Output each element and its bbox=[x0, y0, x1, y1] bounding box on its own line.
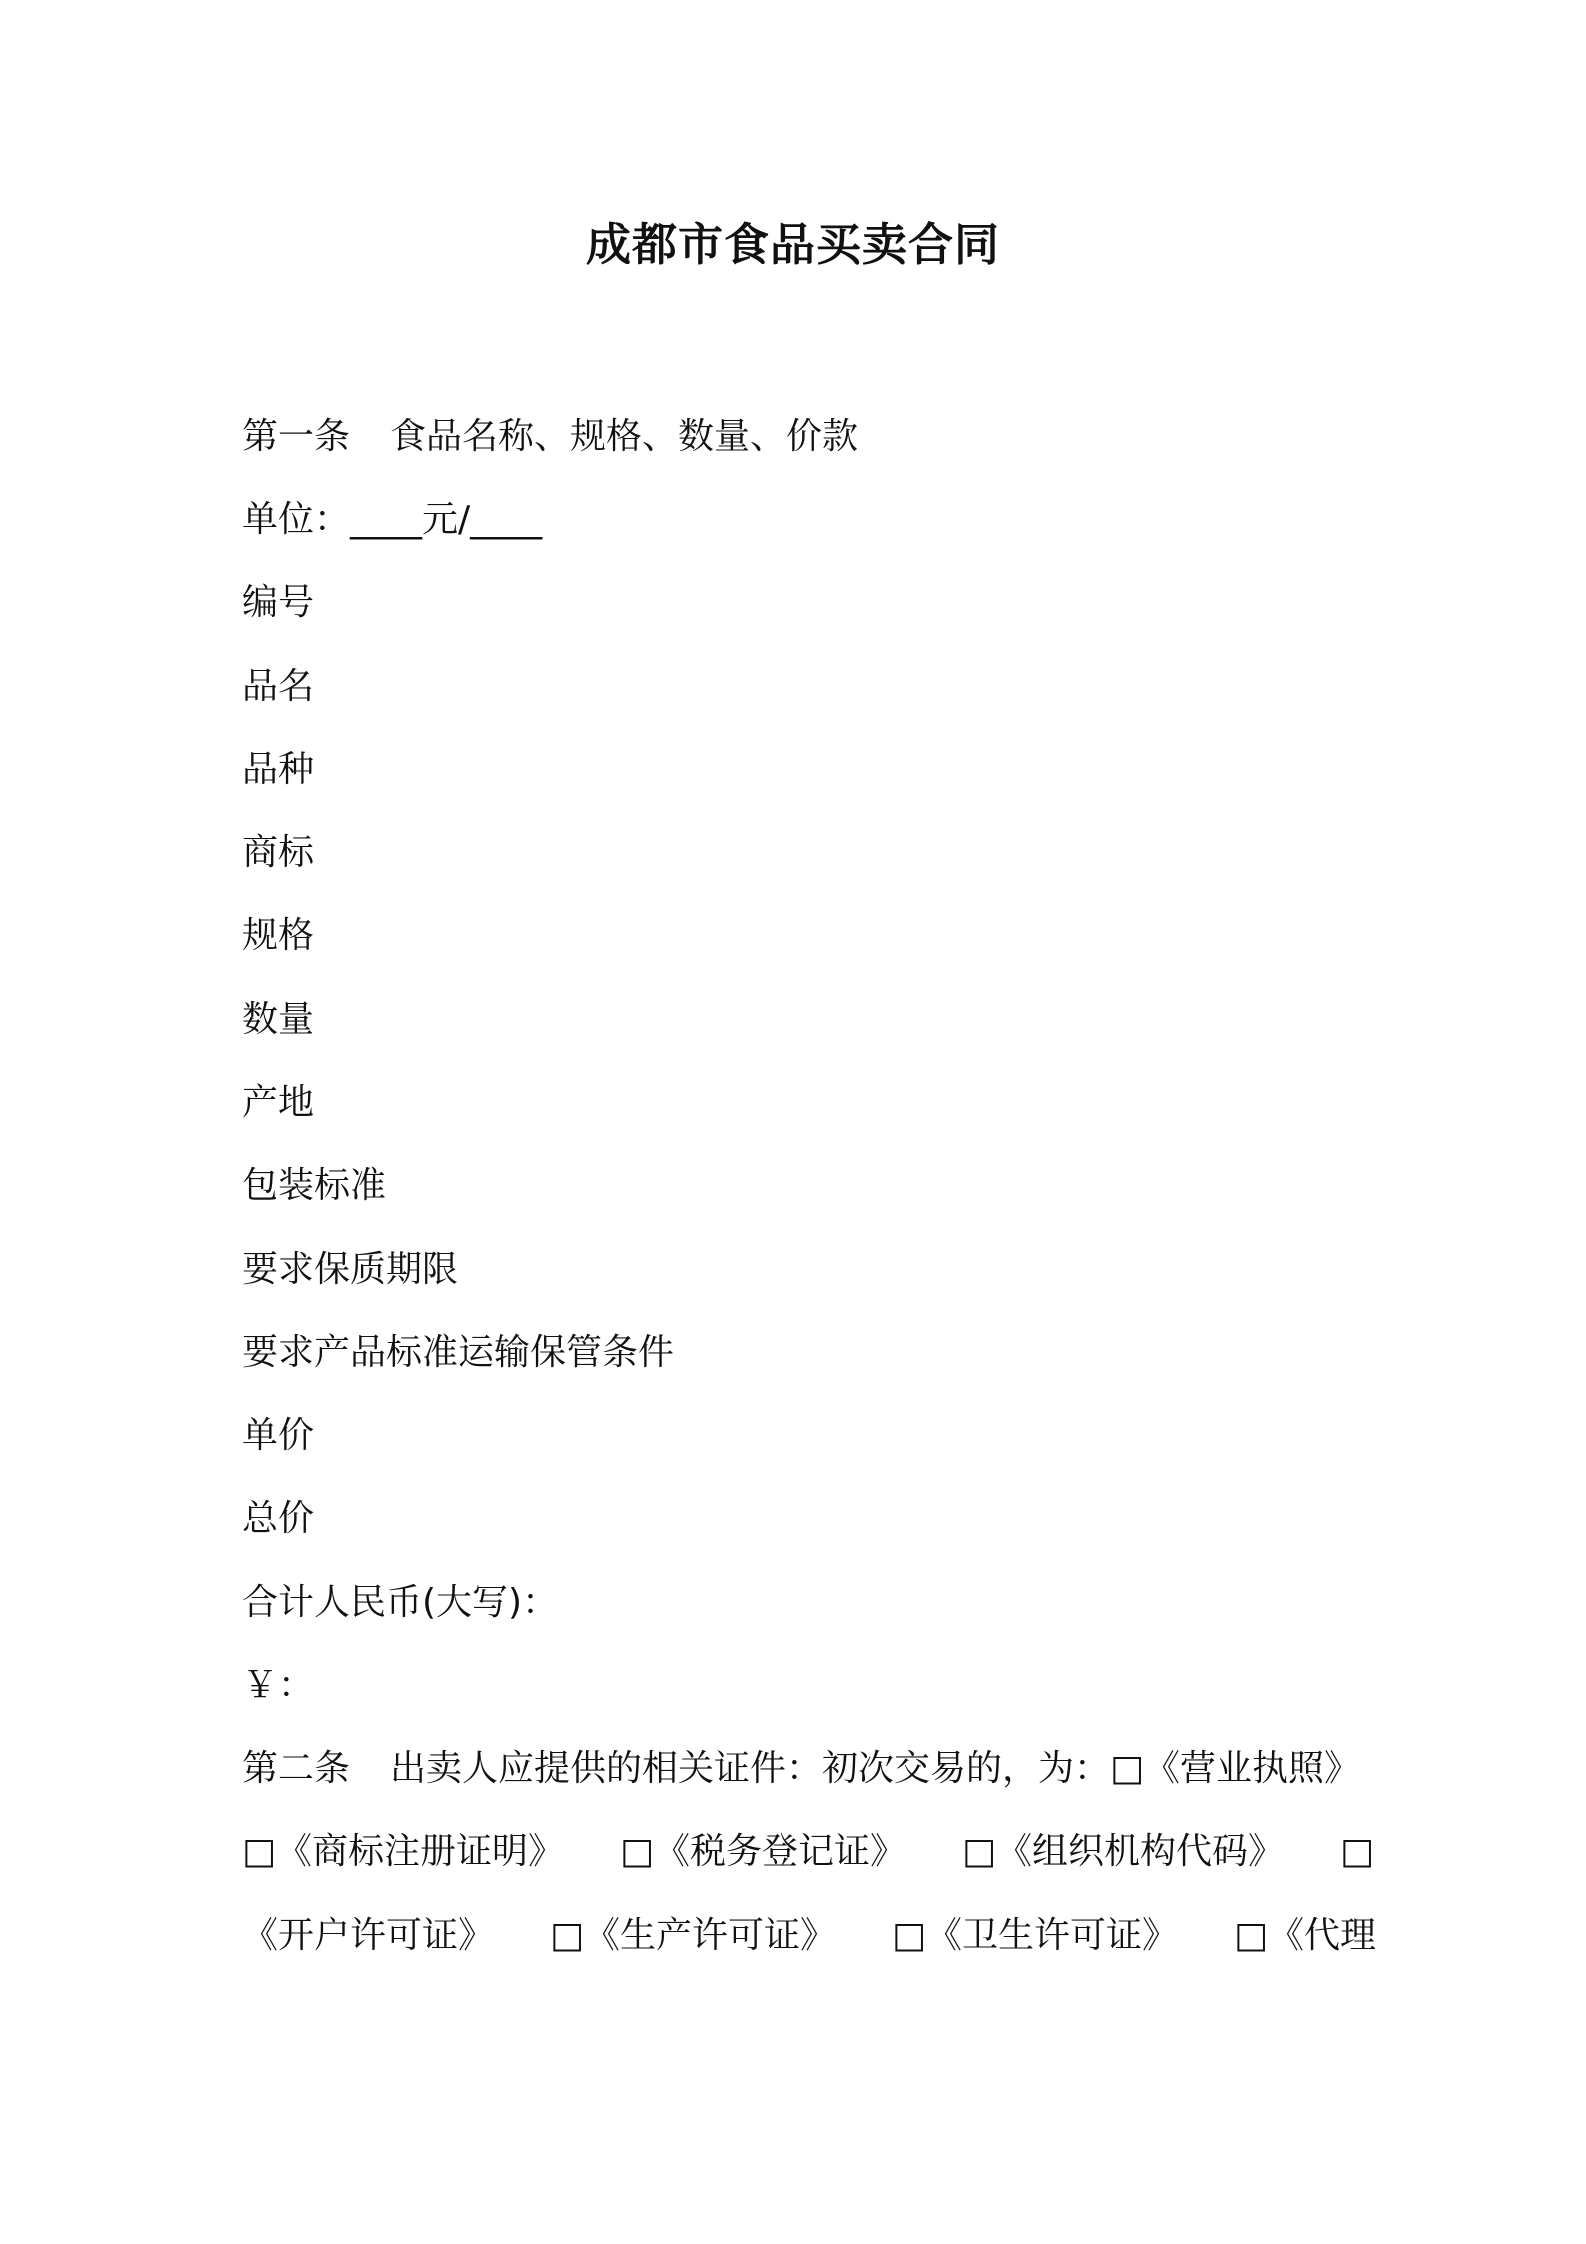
field-product-name: 品名 bbox=[242, 666, 315, 707]
field-total-rmb-symbol: ￥： bbox=[242, 1665, 315, 1706]
field-number: 编号 bbox=[242, 582, 315, 623]
field-packaging-standard: 包装标准 bbox=[242, 1165, 387, 1206]
unit-line: 单位：____元/____ bbox=[242, 499, 543, 540]
checkbox-agency: □《代理 bbox=[1234, 1915, 1377, 1956]
article2-line-1-text: 出卖人应提供的相关证件：初次交易的，为：□《营业执照》 bbox=[390, 1748, 1361, 1789]
field-quantity: 数量 bbox=[242, 999, 315, 1040]
article1-heading bbox=[242, 412, 858, 462]
checkbox-trademark-certificate: □《商标注册证明》 bbox=[242, 1831, 565, 1872]
checkbox-production-permit: □《生产许可证》 bbox=[550, 1915, 837, 1956]
page-title: 成都市食品买卖合同 bbox=[585, 218, 1000, 271]
field-origin: 产地 bbox=[242, 1082, 315, 1123]
article2-line-3 bbox=[242, 1911, 1376, 1961]
article1-heading-text: 食品名称、规格、数量、价款 bbox=[390, 416, 859, 457]
checkbox-hygiene-permit: □《卫生许可证》 bbox=[892, 1915, 1179, 1956]
field-unit-price: 单价 bbox=[242, 1415, 315, 1456]
article2-number: 第二条 bbox=[242, 1748, 351, 1789]
field-specification: 规格 bbox=[242, 915, 315, 956]
article2-line-1 bbox=[242, 1744, 1360, 1794]
field-variety: 品种 bbox=[242, 749, 315, 790]
checkbox-account-opening: □ bbox=[1340, 1831, 1375, 1872]
field-trademark: 商标 bbox=[242, 832, 315, 873]
account-opening-permit-text: 《开户许可证》 bbox=[242, 1915, 495, 1956]
checkbox-tax-registration: □《税务登记证》 bbox=[620, 1831, 907, 1872]
article2-line-2 bbox=[242, 1827, 1374, 1877]
field-transport-storage: 要求产品标准运输保管条件 bbox=[242, 1332, 675, 1373]
checkbox-organization-code: □《组织机构代码》 bbox=[962, 1831, 1285, 1872]
field-total-price: 总价 bbox=[242, 1498, 315, 1539]
field-shelf-life: 要求保质期限 bbox=[242, 1249, 459, 1290]
article1-number: 第一条 bbox=[242, 416, 351, 457]
field-total-rmb-uppercase: 合计人民币(大写)： bbox=[242, 1582, 559, 1623]
